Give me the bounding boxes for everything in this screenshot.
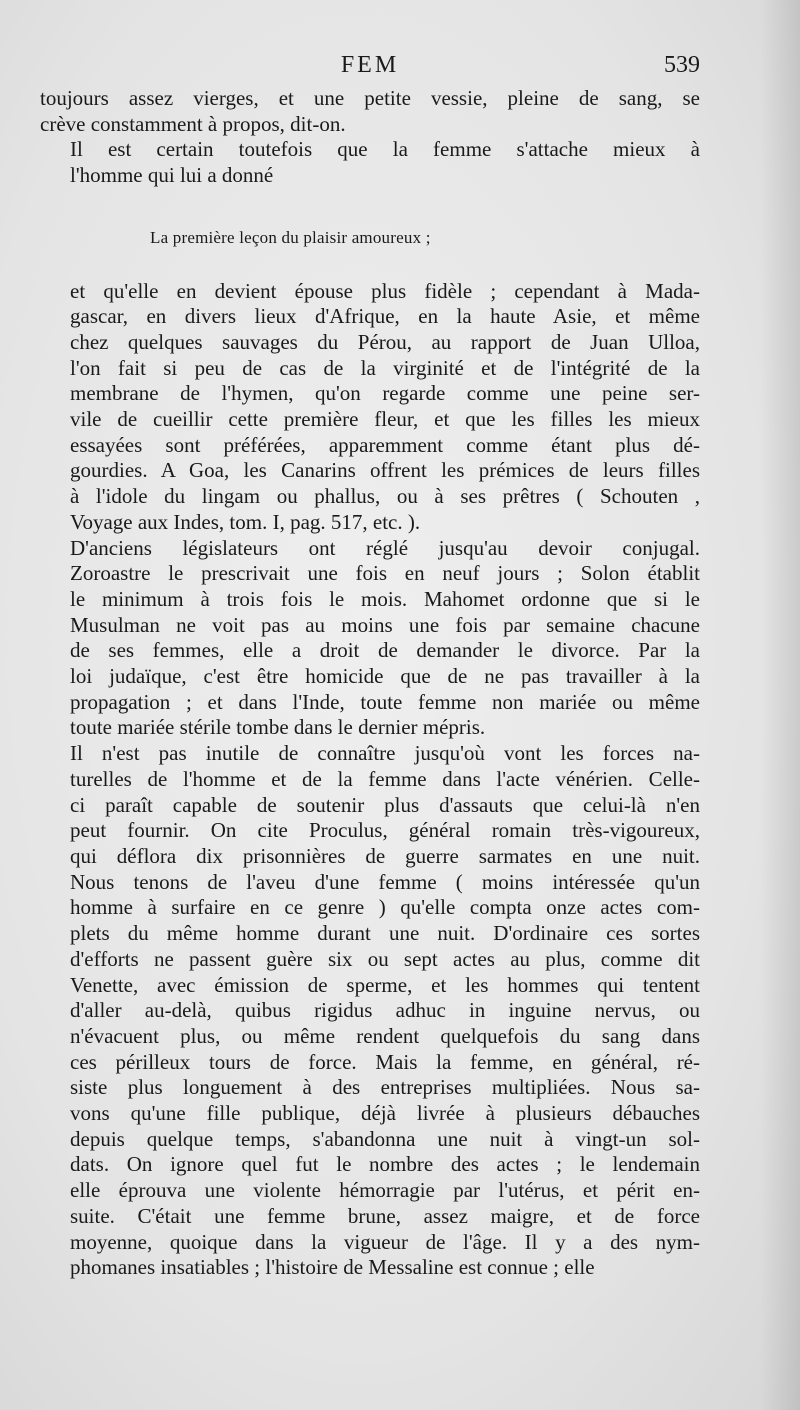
text-line: ces périlleux tours de force. Mais la femme, en général, ré- bbox=[70, 1049, 700, 1074]
text-line: moyenne, quoique dans la vigueur de l'âge. Il y a des nym- bbox=[70, 1229, 700, 1254]
text-line: qui déflora dix prisonnières de guerre sarmates en une nuit. bbox=[70, 843, 700, 868]
text-line: gourdies. A Goa, les Canarins offrent les prémices de leurs filles bbox=[70, 458, 700, 483]
text-line: Zoroastre le prescrivait une fois en neuf jours ; Solon établit bbox=[70, 561, 700, 586]
paragraph bbox=[40, 741, 700, 1281]
paragraph bbox=[40, 536, 700, 742]
text-line: propagation ; et dans l'Inde, toute femme non mariée ou même bbox=[70, 689, 700, 714]
text-line: d'aller au-delà, quibus rigidus adhuc in inguine nervus, ou bbox=[70, 998, 700, 1023]
text-line: homme à surfaire en ce genre ) qu'elle compta onze actes com- bbox=[70, 895, 700, 920]
text-line: de ses femmes, elle a droit de demander le divorce. Par la bbox=[70, 638, 700, 663]
text-line: d'efforts ne passent guère six ou sept actes au plus, comme dit bbox=[70, 946, 700, 971]
running-head: FEM bbox=[340, 52, 400, 78]
text-line: gascar, en divers lieux d'Afrique, en la haute Asie, et même bbox=[70, 304, 700, 329]
text-line: le minimum à trois fois le mois. Mahomet ordonne que si le bbox=[70, 586, 700, 611]
text-line: ci paraît capable de soutenir plus d'assauts que celui-là n'en bbox=[70, 792, 700, 817]
text-line: siste plus longuement à des entreprises multipliées. Nous sa- bbox=[70, 1075, 700, 1100]
text-line: Nous tenons de l'aveu d'une femme ( moins intéressée qu'un bbox=[70, 869, 700, 894]
text-line: crève constamment à propos, dit-on. bbox=[40, 111, 346, 136]
text-line: vons qu'une fille publique, déjà livrée à plusieurs débauches bbox=[70, 1101, 700, 1126]
text-line: Venette, avec émission de sperme, et les hommes qui tentent bbox=[70, 972, 700, 997]
text-line: dats. On ignore quel fut le nombre des actes ; le lendemain bbox=[70, 1152, 700, 1177]
paragraph bbox=[40, 137, 700, 188]
text-line: essayées sont préférées, apparemment comme étant plus dé- bbox=[70, 432, 700, 457]
text-line: depuis quelque temps, s'abandonna une nuit à vingt-un sol- bbox=[70, 1126, 700, 1151]
text-line: et qu'elle en devient épouse plus fidèle ; cependant à Mada- bbox=[70, 278, 700, 303]
text-line: vile de cueillir cette première fleur, et que les filles les mieux bbox=[70, 407, 700, 432]
text-line: turelles de l'homme et de la femme dans l'acte vénérien. Celle- bbox=[70, 766, 700, 791]
text-line: chez quelques sauvages du Pérou, au rapport de Juan Ulloa, bbox=[70, 329, 700, 354]
text-line: toujours assez vierges, et une petite vessie, pleine de sang, se bbox=[40, 86, 700, 110]
page-header bbox=[40, 52, 700, 82]
text-line: Musulman ne voit pas au moins une fois par semaine chacune bbox=[70, 612, 700, 637]
text-line: membrane de l'hymen, qu'on regarde comme une peine ser- bbox=[70, 381, 700, 406]
text-line: Voyage aux Indes, tom. I, pag. 517, etc. ). bbox=[70, 509, 421, 534]
text-line: n'évacuent plus, ou même rendent quelquefois du sang dans bbox=[70, 1023, 700, 1048]
text-line: l'on fait si peu de cas de la virginité et de l'intégrité de la bbox=[70, 355, 700, 380]
text-line: peut fournir. On cite Proculus, général romain très-vigoureux, bbox=[70, 818, 700, 843]
text-line: loi judaïque, c'est être homicide que de ne pas travailler à la bbox=[70, 664, 700, 689]
text-line: Il n'est pas inutile de connaître jusqu'où vont les forces na- bbox=[70, 741, 700, 766]
text-line: plets du même homme durant une nuit. D'ordinaire ces sortes bbox=[70, 921, 700, 946]
text-line: suite. C'était une femme brune, assez maigre, et de force bbox=[70, 1203, 700, 1228]
text-line: l'homme qui lui a donné bbox=[70, 163, 274, 188]
paragraph bbox=[40, 86, 700, 137]
page-number: 539 bbox=[664, 52, 700, 78]
text-line: à l'idole du lingam ou phallus, ou à ses prêtres ( Schouten , bbox=[70, 484, 700, 509]
quoted-verse: La première leçon du plaisir amoureux ; bbox=[150, 227, 431, 247]
text-line: Il est certain toutefois que la femme s'attache mieux à bbox=[70, 137, 700, 162]
text-line: elle éprouva une violente hémorragie par l'utérus, et périt en- bbox=[70, 1178, 700, 1203]
paragraph bbox=[40, 279, 700, 536]
text-line: phomanes insatiables ; l'histoire de Messaline est connue ; elle bbox=[70, 1255, 595, 1280]
body-text bbox=[40, 86, 700, 1281]
text-line: D'anciens législateurs ont réglé jusqu'au devoir conjugal. bbox=[70, 535, 700, 560]
text-line: toute mariée stérile tombe dans le dernier mépris. bbox=[70, 715, 486, 740]
